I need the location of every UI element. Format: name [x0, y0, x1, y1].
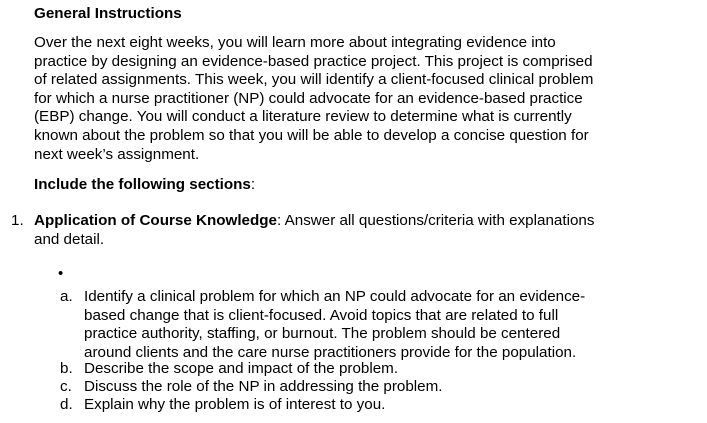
intro-line: practice by designing an evidence-based practice project. This project is comprised	[34, 52, 593, 70]
sub-item-line: Identify a clinical problem for which an NP could advocate for an evidence-	[84, 288, 586, 305]
sections-intro-bold: Include the following sections	[34, 176, 251, 193]
intro-paragraph	[34, 34, 634, 164]
sub-item-letter: b.	[60, 360, 73, 377]
intro-line: known about the problem so that you will be able to develop a concise question for	[34, 126, 589, 144]
list-item-line	[34, 211, 674, 230]
list-item-text: : Answer all questions/criteria with explanations	[277, 212, 595, 229]
sub-item-line: based change that is client-focused. Avoid topics that are related to full	[84, 306, 559, 324]
bullet-point: •	[58, 265, 64, 282]
sub-item-line: Explain why the problem is of interest to you.	[84, 396, 386, 413]
sub-item-letter: d.	[60, 396, 73, 413]
sub-item-text	[84, 396, 644, 415]
sub-item-letter: c.	[60, 378, 72, 395]
intro-line: next week’s assignment.	[34, 145, 200, 163]
sections-intro	[34, 175, 255, 194]
section-heading: General Instructions	[34, 5, 182, 22]
sub-item-line: Describe the scope and impact of the problem.	[84, 360, 399, 377]
intro-line: (EBP) change. You will conduct a literature review to determine what is currently	[34, 108, 572, 126]
intro-line: of related assignments. This week, you will identify a client-focused clinical problem	[34, 71, 594, 89]
sub-item-line: Discuss the role of the NP in addressing the problem.	[84, 378, 443, 395]
intro-line: Over the next eight weeks, you will learn more about integrating evidence into	[34, 34, 556, 51]
list-item-application	[34, 211, 674, 249]
sections-intro-rest: :	[250, 176, 256, 193]
intro-line: for which a nurse practitioner (NP) could advocate for an evidence-based practice	[34, 89, 583, 107]
list-item-line: and detail.	[34, 231, 105, 248]
list-item-title: Application of Course Knowledge	[34, 212, 278, 229]
sub-item-letter: a.	[60, 288, 73, 305]
sub-item-text	[84, 288, 644, 362]
sub-item-text	[84, 360, 644, 379]
sub-item-line: practice authority, staffing, or burnout. The problem should be centered	[84, 325, 561, 343]
sub-item-line: around clients and the care nurse practitioners provide for the population.	[84, 343, 577, 361]
list-number: 1.	[11, 212, 24, 229]
sub-item-text	[84, 378, 644, 397]
